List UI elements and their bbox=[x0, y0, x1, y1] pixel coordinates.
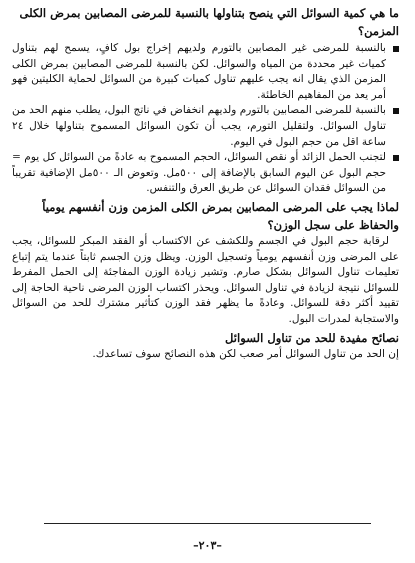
list-item bbox=[12, 150, 399, 197]
paragraph-useful-tips: إن الحد من تناول السوائل أمر صعب لكن هذه النصائح سوف تساعدك. bbox=[92, 347, 399, 360]
heading-fluid-intake: ما هي كمية السوائل التي ينصح بتناولها بالنسبة للمرضى المصابين بمرض الكلى المزمن؟ bbox=[19, 6, 399, 38]
list-item bbox=[12, 103, 399, 150]
list-item bbox=[12, 41, 399, 103]
list-item-text: بالنسبة للمرضى المصابين بالتورم ولديهم انخفاض في ناتج البول، يطلب منهم الحد من تناول السوائل. ولتقليل التورم، يجب أن تكون السوائل المسموح بتناولها خلال ٢٤ ساعة اقل من حجم البول في اليوم. bbox=[12, 104, 386, 148]
page-number: –٢٠٣– bbox=[193, 539, 222, 552]
square-bullet-icon bbox=[393, 155, 399, 161]
list-item-text: بالنسبة للمرضى غير المصابين بالتورم ولديهم إخراج بول كافٍ، يسمح لهم بتناول كميات غير محددة من المياه والسوائل. لكن بالنسبة للمرضى المصابين بمرض الكلى المزمن الذي يقال انه يجب عليهم تناول كميات كبيرة من السوائل لحماية الكليتين فهو أمر يعد من المفاهيم الخاطئة. bbox=[12, 42, 386, 101]
fluid-guidance-list bbox=[12, 41, 399, 197]
list-item-text: لتجنب الحمل الزائد أو نقص السوائل، الحجم المسموح به عادةً من السوائل كل يوم = حجم البول عن اليوم السابق بالإضافة إلى ٥٠٠مل. وتعوض الـ ٥٠٠مل الإضافية تقريباً من السوائل فقدان السوائل عن طريق العرق والتنفس. bbox=[12, 151, 386, 195]
paragraph-daily-weight: لرقابة حجم البول في الجسم وللكشف عن الاكتساب أو الفقد المبكر للسوائل، يجب على المرضى وزن أنفسهم يومياً وتسجيل الوزن. ويظل وزن الجسم ثابتاً عندما يتم إتباع تعليمات تناول السوائل بشكل صارم. وتشير زيادة الوزن المفاجئة إلى الحمل المفرط للسوائل نتيجة لزيادة في تناول السوائل. ويحذر اكتساب الوزن المرضى ناحية الحاجة إلى تقييد أكثر دقة للسوائل. وعادةً ما يظهر فقد الوزن كتأثير مشترك للحد من السوائل والاستجابة لمدرات البول. bbox=[12, 234, 399, 325]
square-bullet-icon bbox=[393, 46, 399, 52]
square-bullet-icon bbox=[393, 108, 399, 114]
heading-daily-weight: لماذا يجب على المرضى المصابين بمرض الكلى المزمن وزن أنفسهم يومياً والحفاظ على سجل الوزن؟ bbox=[42, 199, 399, 232]
heading-useful-tips: نصائح مفيدة للحد من تناول السوائل bbox=[224, 330, 399, 345]
footer-divider bbox=[44, 523, 371, 524]
